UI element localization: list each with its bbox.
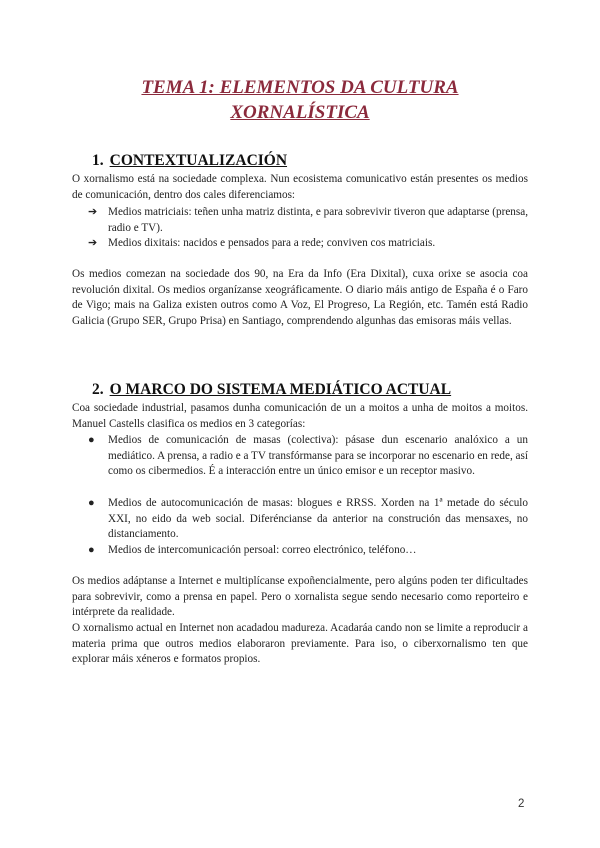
section-2-paragraph-3: O xornalismo actual en Internet non acadadou madureza. Acadaráa cando non se limite a reproducir a materia prima que outros medios elaboraron previamente. Para iso, o ciberxornalismo ten que explorar máis xéneros e formatos propios. [72, 622, 528, 665]
page-number: 2 [518, 798, 525, 810]
list-item [88, 496, 528, 543]
list-item-text: Medios de autocomunicación de masas: blogues e RRSS. Xorden na 1ª metade do século XXI, no eido da web social. Diferéncianse da anterior na construción das mensaxes, no distanciamento. [108, 497, 528, 540]
arrow-icon: ➔ [88, 206, 98, 218]
bullet-dot-icon: ● [88, 497, 95, 509]
section-1-title: CONTEXTUALIZACIÓN [109, 152, 288, 169]
bullet-dot-icon: ● [88, 544, 95, 556]
list-item-text: Medios dixitais: nacidos e pensados para a rede; conviven cos matriciais. [108, 237, 436, 249]
document-title-line-2: XORNALÍSTICA [230, 102, 370, 123]
section-1-paragraph-2: Os medios comezan na sociedade dos 90, na Era da Info (Era Dixital), cuxa orixe se asocia coa revolución dixital. Os medios organízanse xeográficamente. O diario máis antigo de España é o Faro de Vigo; mais na Galiza existen outros como A Voz, El Progreso, La Región, etc. Tamén está Radio Galicia (Grupo SER, Grupo Prisa) en Santiago, comprendendo algunhas das emisoras máis vellas. [72, 268, 528, 327]
section-2-intro: Coa sociedade industrial, pasamos dunha comunicación de un a moitos a unha de moitos a moitos. Manuel Castells clasifica os medios en 3 categorías: [72, 402, 528, 430]
section-2-heading [92, 380, 451, 400]
list-item-text: Medios matriciais: teñen unha matriz distinta, e para sobrevivir tiveron que adaptarse (prensa, radio e TV). [108, 206, 529, 234]
document-title-line-1: TEMA 1: ELEMENTOS DA CULTURA [141, 77, 459, 98]
section-2-paragraph-2: Os medios adáptanse a Internet e multiplícanse expoñencialmente, pero algúns poden ter dificultades para sobrevivir, como a prensa en papel. Pero o xornalista segue sendo necesario como reporteiro e intérprete da realidade. [72, 575, 528, 618]
list-item [88, 433, 528, 480]
list-item [88, 543, 528, 559]
list-item [88, 236, 528, 252]
section-1-intro: O xornalismo está na sociedade complexa. Nun ecosistema comunicativo están presentes os medios de comunicación, dentro dos cales diferenciamos: [72, 173, 528, 201]
section-2-title: O MARCO DO SISTEMA MEDIÁTICO ACTUAL [109, 381, 452, 398]
section-1-heading [92, 151, 287, 171]
arrow-icon: ➔ [88, 237, 98, 249]
section-2-number: 2. [92, 381, 104, 398]
list-item-text: Medios de comunicación de masas (colectiva): pásase dun escenario analóxico a un mediático. A prensa, a radio e a TV transfórmanse para se incorporar no escenario en rede, así como os cibermedios. É a interacción entre un único emisor e un receptor masivo. [108, 434, 528, 477]
list-item [88, 205, 529, 236]
section-1-number: 1. [92, 152, 104, 169]
list-item-text: Medios de intercomunicación persoal: correo electrónico, teléfono… [108, 544, 417, 556]
bullet-dot-icon: ● [88, 434, 95, 446]
